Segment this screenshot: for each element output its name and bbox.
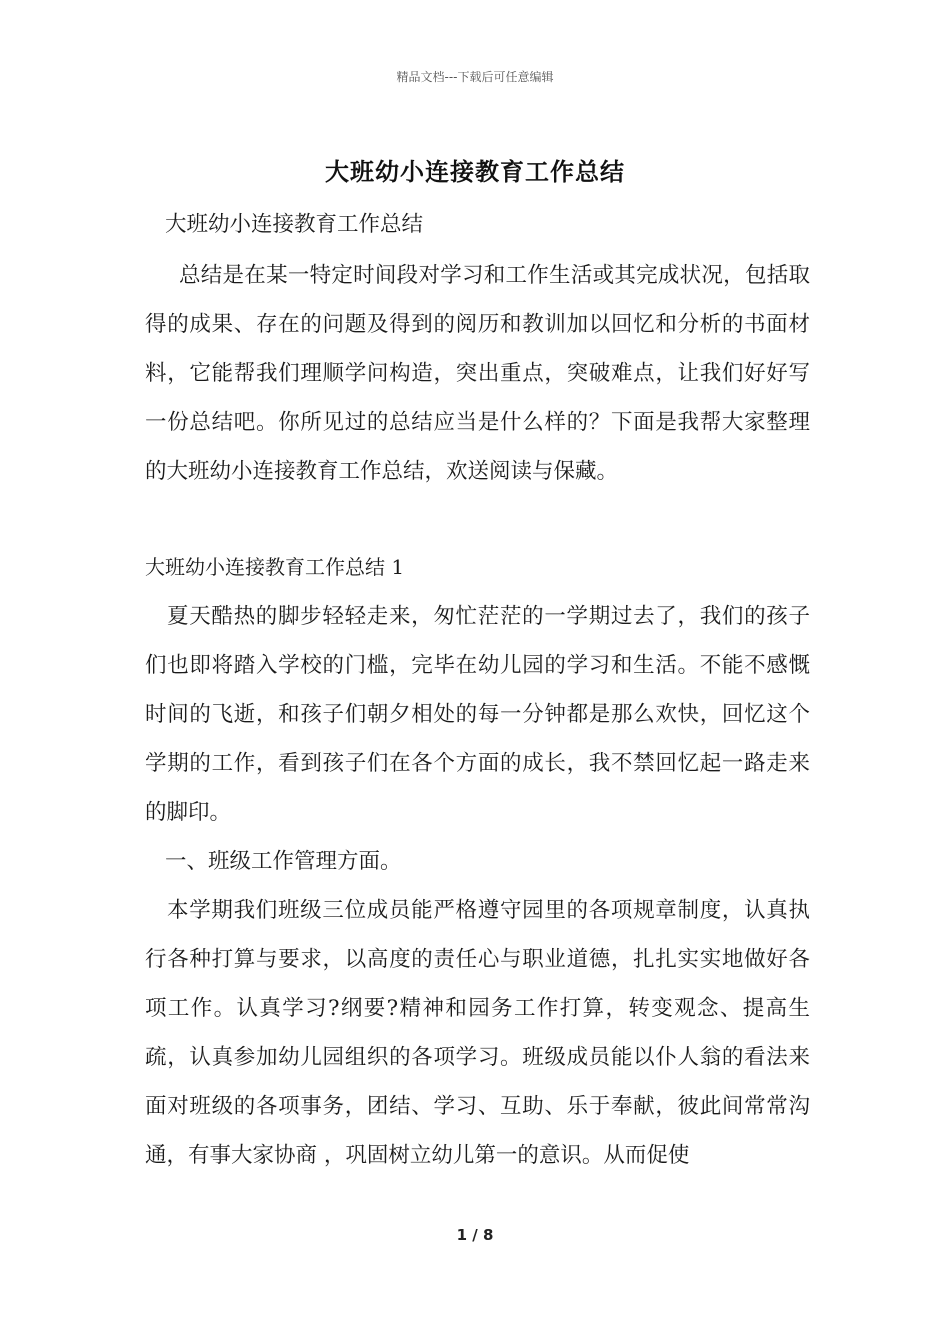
intro-paragraph: 总结是在某一特定时间段对学习和工作生活或其完成状况，包括取得的成果、存在的问题及得到的阅历和教训加以回忆和分析的书面材料，它能帮我们理顺学问构造，突出重点，突破难点，让我们好好写一份总结吧。你所见过的总结应当是什么样的？下面是我帮大家整理的大班幼小连接教育工作总结，欢送阅读与保藏。 [145,263,810,484]
page-number: 1 / 8 [456,1226,494,1244]
section-1-paragraph-1: 夏天酷热的脚步轻轻走来，匆忙茫茫的一学期过去了，我们的孩子们也即将踏入学校的门槛，完毕在幼儿园的学习和生活。不能不感慨时间的飞逝，和孩子们朝夕相处的每一分钟都是那么欢快，回忆这个学期的工作，看到孩子们在各个方面的成长，我不禁回忆起一路走来的脚印。 [145,604,810,825]
section-1-title: 大班幼小连接教育工作总结 1 [145,555,405,579]
header-note: 精品文档---下载后可任意编辑 [396,70,554,84]
section-1-paragraph-2: 本学期我们班级三位成员能严格遵守园里的各项规章制度，认真执行各种打算与要求，以高度的责任心与职业道德，扎扎实实地做好各项工作。认真学习?纲要?精神和园务工作打算，转变观念、提高生疏，认真参加幼儿园组织的各项学习。班级成员能以仆人翁的看法来面对班级的各项事务，团结、学习、互助、乐于奉献，彼此间常常沟通，有事大家协商 ，巩固树立幼儿第一的意识。从而促使 [145,898,810,1168]
document-body [145,200,810,1180]
section-1-subheading: 一、班级工作管理方面。 [165,849,402,874]
document-title: 大班幼小连接教育工作总结 [325,157,625,186]
document-subtitle: 大班幼小连接教育工作总结 [165,212,424,237]
